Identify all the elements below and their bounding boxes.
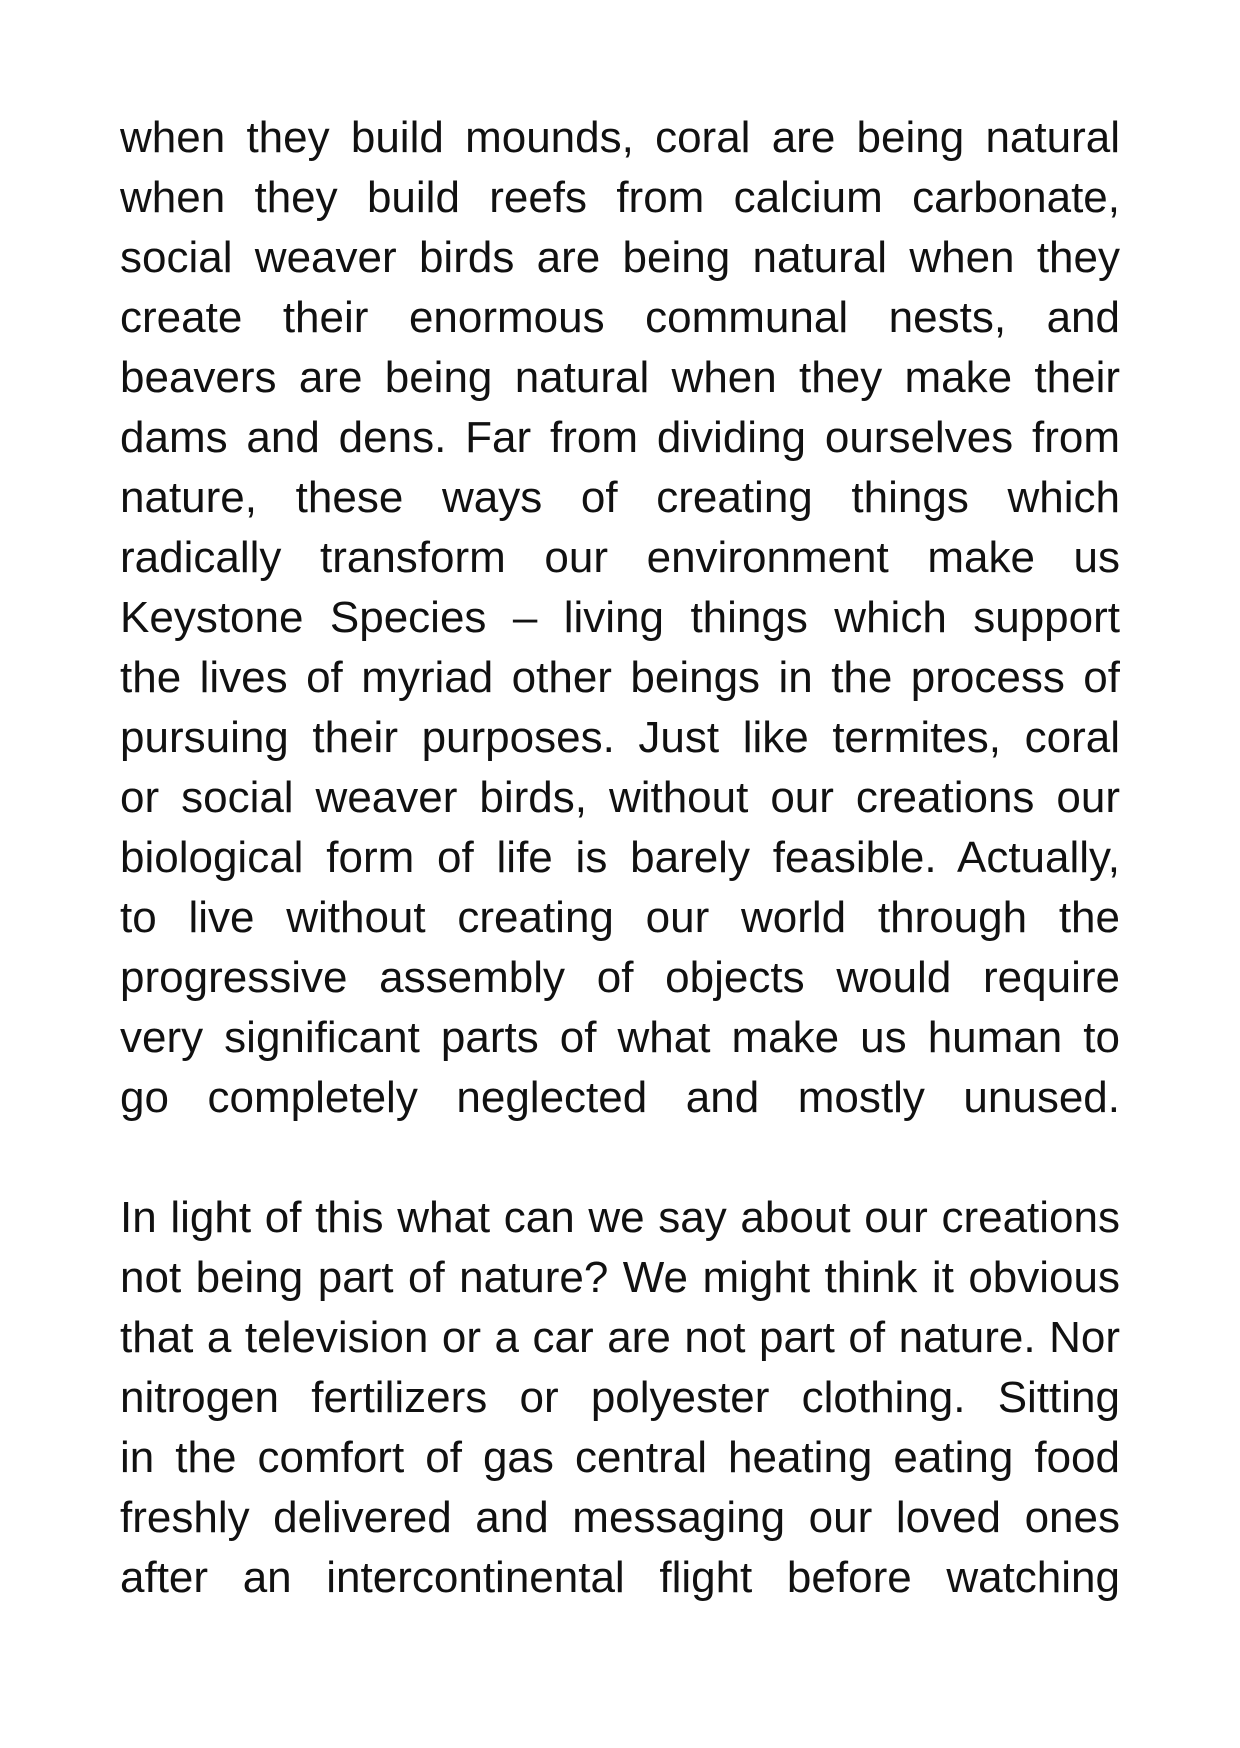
text-line: biological form of life is barely feasible. Actually, [120, 833, 1120, 882]
text-line: beavers are being natural when they make their [120, 353, 1120, 402]
text-line: progressive assembly of objects would require [120, 953, 1120, 1002]
text-line: dams and dens. Far from dividing ourselves from [120, 413, 1120, 462]
paragraph-1 [120, 108, 1120, 1128]
text-line: pursuing their purposes. Just like termites, coral [120, 713, 1120, 762]
document-page [120, 108, 1120, 1608]
text-line: Keystone Species – living things which support [120, 593, 1120, 642]
text-line: freshly delivered and messaging our loved ones [120, 1493, 1120, 1542]
text-line: when they build mounds, coral are being natural [120, 113, 1120, 162]
text-line: nitrogen fertilizers or polyester clothing. Sitting [120, 1373, 1120, 1422]
text-line: very significant parts of what make us human to [120, 1013, 1120, 1062]
paragraph-2 [120, 1188, 1120, 1608]
text-line: social weaver birds are being natural when they [120, 233, 1120, 282]
text-line: to live without creating our world through the [120, 893, 1120, 942]
text-line: in the comfort of gas central heating eating food [120, 1433, 1120, 1482]
text-line: when they build reefs from calcium carbonate, [120, 173, 1120, 222]
text-line: not being part of nature? We might think it obvious [120, 1253, 1120, 1302]
text-line: nature, these ways of creating things which [120, 473, 1120, 522]
text-line: create their enormous communal nests, and [120, 293, 1120, 342]
text-line: or social weaver birds, without our creations our [120, 773, 1120, 822]
text-line: the lives of myriad other beings in the process of [120, 653, 1120, 702]
text-line: go completely neglected and mostly unused. [120, 1073, 1120, 1122]
text-line: In light of this what can we say about our creations [120, 1193, 1120, 1242]
text-line: radically transform our environment make us [120, 533, 1120, 582]
text-line: that a television or a car are not part of nature. Nor [120, 1313, 1120, 1362]
text-line: after an intercontinental flight before watching [120, 1553, 1120, 1602]
